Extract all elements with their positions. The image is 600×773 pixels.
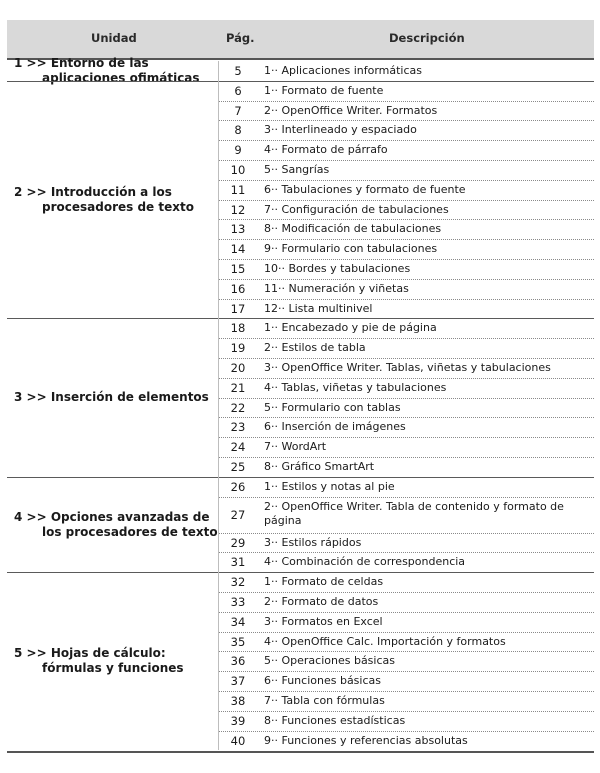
entry-description: 2·· Formato de datos bbox=[264, 595, 379, 608]
table-row bbox=[0, 417, 600, 437]
entry-description: 4·· Formato de párrafo bbox=[264, 143, 388, 157]
table-bottom-rule bbox=[7, 751, 594, 753]
header-unit: Unidad bbox=[91, 31, 137, 45]
table-row bbox=[0, 711, 600, 731]
entry-description: 12·· Lista multinivel bbox=[264, 301, 373, 315]
entry-description: 2·· OpenOffice Writer. Tabla de contenido y formato de página bbox=[264, 499, 564, 527]
column-divider bbox=[218, 572, 219, 750]
table-row bbox=[0, 259, 600, 279]
table-row bbox=[0, 592, 600, 612]
entry-description: 2·· OpenOffice Writer. Formatos bbox=[264, 103, 438, 117]
unit-title-line: fórmulas y funciones bbox=[42, 661, 184, 676]
entry-description: 3·· Interlineado y espaciado bbox=[264, 123, 417, 137]
page-number: 34 bbox=[230, 614, 246, 629]
table-row bbox=[0, 572, 600, 592]
entry-description: 8·· Funciones estadísticas bbox=[264, 713, 406, 727]
unit-title bbox=[14, 510, 218, 540]
table-row bbox=[0, 140, 600, 160]
entry-description: 1·· Formato de fuente bbox=[264, 83, 384, 97]
table-row bbox=[0, 318, 600, 338]
page-number: 37 bbox=[230, 674, 246, 689]
table-row bbox=[0, 279, 600, 299]
entry-description: 3·· OpenOffice Writer. Tablas, viñetas y tabulaciones bbox=[264, 361, 551, 374]
page-number: 40 bbox=[230, 733, 246, 748]
page-number: 22 bbox=[230, 400, 246, 415]
entry-description: 3·· Estilos rápidos bbox=[264, 535, 362, 549]
unit-title-line: 1 >> Entorno de las bbox=[14, 55, 149, 70]
unit-title-line: 3 >> Inserción de elementos bbox=[14, 390, 209, 405]
page-number: 33 bbox=[230, 595, 246, 609]
entry-description: 7·· Configuración de tabulaciones bbox=[264, 202, 449, 216]
table-row bbox=[0, 299, 600, 319]
unit-title bbox=[14, 185, 194, 215]
entry-description: 7·· WordArt bbox=[264, 440, 327, 454]
entry-description: 9·· Formulario con tabulaciones bbox=[264, 242, 438, 256]
table-row bbox=[0, 160, 600, 180]
page-number: 8 bbox=[234, 123, 242, 138]
column-divider bbox=[218, 61, 219, 81]
entry-description: 7·· Tabla con fórmulas bbox=[264, 694, 385, 707]
table-row bbox=[0, 691, 600, 711]
entry-description: 5·· Sangrías bbox=[264, 163, 330, 176]
page-number: 11 bbox=[230, 182, 246, 197]
page-number: 13 bbox=[230, 222, 246, 237]
page-number: 24 bbox=[230, 440, 246, 455]
table-row bbox=[0, 731, 600, 751]
page-number: 17 bbox=[230, 301, 246, 316]
table-row bbox=[0, 101, 600, 121]
entry-description: 6·· Inserción de imágenes bbox=[264, 420, 406, 434]
page-number: 9 bbox=[234, 143, 242, 158]
page-number: 23 bbox=[230, 420, 246, 435]
page-number: 27 bbox=[230, 507, 246, 522]
entry-description: 10·· Bordes y tabulaciones bbox=[264, 262, 411, 275]
entry-description: 6·· Tabulaciones y formato de fuente bbox=[264, 182, 466, 196]
page-number: 29 bbox=[230, 535, 246, 550]
table-row bbox=[0, 437, 600, 457]
page-number: 35 bbox=[230, 634, 246, 649]
table-row bbox=[0, 338, 600, 358]
table-row bbox=[0, 81, 600, 101]
header-description: Descripción bbox=[389, 31, 465, 45]
entry-description: 5·· Formulario con tablas bbox=[264, 400, 401, 414]
table-row bbox=[0, 612, 600, 632]
column-divider bbox=[218, 477, 219, 572]
entry-description: 6·· Funciones básicas bbox=[264, 674, 381, 688]
page-number: 7 bbox=[234, 103, 242, 118]
unit-title bbox=[14, 646, 184, 676]
unit-title-line: los procesadores de texto bbox=[42, 524, 218, 539]
header-page: Pág. bbox=[226, 31, 255, 45]
table-row bbox=[0, 457, 600, 477]
entry-description: 1·· Formato de celdas bbox=[264, 575, 384, 589]
page-number: 14 bbox=[230, 242, 246, 257]
column-divider bbox=[218, 318, 219, 476]
page-number: 15 bbox=[230, 262, 246, 276]
entry-description: 4·· OpenOffice Calc. Importación y formatos bbox=[264, 634, 506, 648]
page-number: 6 bbox=[234, 83, 242, 98]
page-number: 19 bbox=[230, 341, 246, 356]
table-row bbox=[0, 358, 600, 378]
entry-description: 1·· Aplicaciones informáticas bbox=[264, 64, 423, 77]
unit-title-line: 4 >> Opciones avanzadas de bbox=[14, 509, 210, 524]
unit-title-line: aplicaciones ofimáticas bbox=[42, 70, 200, 85]
table-row bbox=[0, 239, 600, 259]
unit-title-line: procesadores de texto bbox=[42, 199, 194, 214]
page-number: 21 bbox=[230, 380, 246, 395]
entry-description: 4·· Tablas, viñetas y tabulaciones bbox=[264, 380, 447, 394]
table-row bbox=[0, 477, 600, 497]
page-number: 32 bbox=[230, 575, 246, 590]
table-row bbox=[0, 219, 600, 239]
column-divider bbox=[218, 81, 219, 319]
unit-title bbox=[14, 390, 209, 405]
table-row bbox=[0, 120, 600, 140]
page-number: 39 bbox=[230, 713, 246, 728]
page-number: 20 bbox=[230, 361, 246, 375]
entry-description: 4·· Combinación de correspondencia bbox=[264, 555, 466, 569]
page-number: 12 bbox=[230, 202, 246, 217]
table-row bbox=[0, 552, 600, 572]
entry-description: 9·· Funciones y referencias absolutas bbox=[264, 733, 468, 747]
entry-description: 1·· Estilos y notas al pie bbox=[264, 479, 395, 493]
page-number: 10 bbox=[230, 163, 246, 177]
page-number: 31 bbox=[230, 555, 246, 570]
entry-description: 1·· Encabezado y pie de página bbox=[264, 321, 437, 335]
page-number: 25 bbox=[230, 460, 246, 474]
page-number: 5 bbox=[234, 64, 242, 78]
entry-description: 2·· Estilos de tabla bbox=[264, 341, 366, 355]
unit-title-line: 2 >> Introducción a los bbox=[14, 184, 172, 199]
entry-description: 5·· Operaciones básicas bbox=[264, 654, 395, 668]
page-number: 18 bbox=[230, 321, 246, 336]
entry-description: 11·· Numeración y viñetas bbox=[264, 281, 409, 295]
page-number: 26 bbox=[230, 479, 246, 494]
page-number: 38 bbox=[230, 694, 246, 708]
table-header bbox=[7, 20, 594, 60]
unit-title-line: 5 >> Hojas de cálculo: bbox=[14, 646, 166, 661]
entry-description: 8·· Modificación de tabulaciones bbox=[264, 222, 442, 236]
entry-description: 3·· Formatos en Excel bbox=[264, 614, 383, 628]
page-number: 36 bbox=[230, 654, 246, 669]
page-number: 16 bbox=[230, 281, 246, 296]
entry-description: 8·· Gráfico SmartArt bbox=[264, 460, 375, 473]
